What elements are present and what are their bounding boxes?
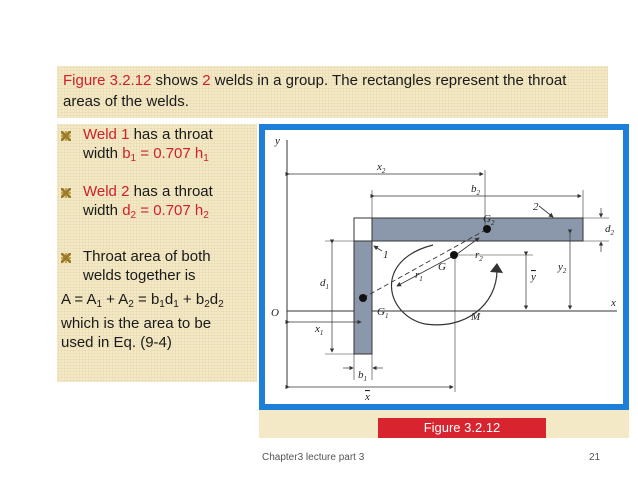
label-b1-sub: 1 [363, 375, 367, 383]
label-ybar: y [531, 271, 536, 283]
label-d1-sub: 1 [325, 283, 329, 291]
f-plus: + b [178, 291, 205, 308]
label-g1 [377, 306, 388, 320]
label-x2-base: x [377, 161, 382, 173]
label-d1-base: d [320, 277, 326, 289]
explain-line-2: used in Eq. (9-4) [61, 334, 172, 351]
weld-2-rect [372, 218, 583, 241]
label-b2 [471, 183, 481, 197]
bullet-icon [61, 188, 71, 198]
intro-text-3: areas of the welds. [63, 93, 189, 110]
weld-1-width-text: width [83, 145, 123, 162]
label-r2-base: r [475, 249, 480, 261]
weld-corner [354, 218, 372, 241]
label-r1 [415, 269, 423, 283]
weld-2-subscript: 2 [130, 210, 137, 221]
label-d2 [605, 223, 615, 237]
g1-point [359, 294, 367, 302]
weld-2-h-subscript: 2 [203, 210, 209, 221]
label-g2 [483, 213, 495, 227]
throat-line-2: welds together is [83, 267, 196, 284]
label-x2-sub: 2 [381, 167, 386, 175]
label-b2-base: b [471, 183, 477, 195]
bullet-icon [61, 131, 71, 141]
label-d1 [320, 277, 329, 291]
area-formula [61, 290, 224, 309]
label-b1-base: b [358, 369, 364, 381]
f-s4: 1 [173, 299, 179, 310]
g2-point [483, 225, 491, 233]
f-a: A = A [61, 291, 97, 308]
weld-1-label: Weld 1 [83, 126, 130, 143]
f-eq: = b [133, 291, 160, 308]
label-r2 [475, 249, 483, 263]
moment-arrowhead [490, 263, 503, 273]
figure-reference: Figure 3.2.12 [63, 72, 152, 89]
weld-1-formula [122, 145, 209, 162]
weld-2-text: has a throat [129, 183, 213, 200]
weld-1-pointer [374, 246, 382, 251]
label-b2-sub: 2 [476, 189, 480, 197]
f-s3: 1 [159, 299, 165, 310]
label-xbar: x [365, 391, 370, 403]
label-y2 [557, 261, 567, 275]
page-number: 21 [589, 452, 601, 463]
weld-1-h-subscript: 1 [203, 153, 209, 164]
label-b1 [358, 369, 367, 383]
intro-text-1: shows [151, 72, 203, 89]
f-s1: 1 [96, 299, 103, 310]
weld-2-label: Weld 2 [83, 183, 130, 200]
throat-line-1: Throat area of both [83, 248, 211, 265]
label-g2-sub: 2 [490, 219, 495, 227]
label-r2-sub: 2 [479, 255, 483, 263]
f-s6: 2 [218, 299, 224, 310]
figure-frame [259, 124, 629, 410]
bullet-icon [61, 253, 71, 263]
weld-2-pointer [539, 206, 553, 217]
explanation-text [61, 314, 211, 352]
f-p1: + A [102, 291, 129, 308]
weld-2-formula [122, 202, 209, 219]
f-s2: 2 [128, 299, 134, 310]
label-d2-base: d [605, 223, 611, 235]
footer-title: Chapter3 lecture part 3 [262, 452, 365, 463]
label-y: y [275, 135, 280, 147]
label-y2-base: y [558, 261, 563, 273]
weld-1-text: has a throat [129, 126, 213, 143]
label-x1 [314, 323, 323, 337]
label-x2 [376, 161, 386, 175]
bullet-weld-2 [83, 182, 213, 220]
intro-text-2: welds in a group. The rectangles represent the throat [210, 72, 567, 89]
weld-diagram [265, 130, 623, 404]
figure-caption: Figure 3.2.12 [378, 418, 546, 438]
label-r1-base: r [415, 269, 420, 281]
label-weld-1: 1 [383, 249, 389, 261]
label-y2-sub: 2 [562, 267, 567, 275]
label-g1-sub: 1 [384, 312, 389, 320]
label-g2-base: G [483, 213, 491, 225]
f-d: d [164, 291, 174, 308]
label-m: M [471, 311, 481, 323]
label-d2-sub: 2 [610, 229, 614, 237]
label-weld-2: 2 [533, 201, 539, 213]
label-x1-base: x [315, 323, 320, 335]
label-g1-base: G [377, 306, 385, 318]
weld-diagram-svg [265, 130, 623, 404]
explain-line-1: which is the area to be [61, 315, 212, 332]
f-d2: d [209, 291, 219, 308]
label-r1-sub: 1 [419, 275, 423, 283]
g-point [450, 251, 458, 259]
label-origin: O [271, 307, 279, 319]
weld-count: 2 [202, 72, 211, 89]
intro-banner [57, 66, 608, 118]
label-x1-sub: 1 [319, 329, 324, 337]
weld-2-width-text: width [83, 202, 123, 219]
weld-2-symbol: d [122, 202, 131, 219]
f-s5: 2 [204, 299, 210, 310]
bullet-weld-1 [83, 125, 213, 163]
label-x: x [611, 297, 616, 309]
bullet-throat-area [83, 247, 211, 285]
weld-1-subscript: 1 [130, 153, 137, 164]
weld-1-equation: = 0.707 h [136, 145, 204, 162]
weld-2-equation: = 0.707 h [136, 202, 204, 219]
weld-1-symbol: b [122, 145, 131, 162]
label-g: G [438, 261, 446, 273]
